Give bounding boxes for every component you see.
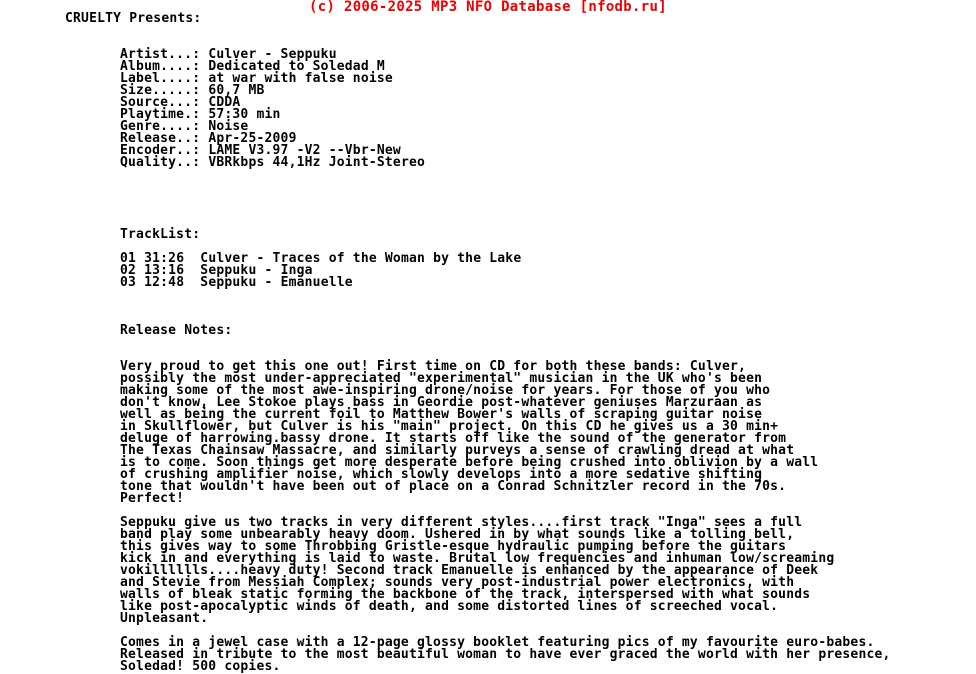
notes-line: Very proud to get this one out! First time on CD for both these bands: Culver, [120, 359, 747, 374]
track-number: 02 [120, 263, 137, 278]
notes-line: making some of the most awe-inspiring drone/noise for years. For those of you who [120, 383, 771, 398]
notes-line: tone that wouldn't have been out of place on a Conrad Schnitzler record in the 70s. [120, 479, 787, 494]
group-presents-line: CRUELTY Presents: [65, 11, 202, 26]
track-row [120, 277, 521, 289]
release-info-block [120, 49, 425, 169]
notes-line: Perfect! [120, 491, 185, 506]
notes-line: is to come. Soon things get more desperate before being crushed into oblivion by a wall [120, 455, 819, 470]
notes-line: vokilllllls....heavy duty! Second track Emanuelle is enhanced by the appearance of Deek [120, 563, 819, 578]
info-value: Noise [208, 119, 249, 134]
info-value: Culver - Seppuku [208, 47, 337, 62]
info-label: Quality..: [120, 155, 201, 170]
track-time: 13:16 [144, 263, 185, 278]
notes-line: of crushing amplifier noise, which slowly develops into a more sedative shifting [120, 467, 763, 482]
info-label: Playtime.: [120, 107, 201, 122]
track-time: 31:26 [144, 251, 185, 266]
info-value: 57:30 min [208, 107, 281, 122]
notes-line: and Stevie from Messiah Complex; sounds very post-industrial power electronics, with [120, 575, 795, 590]
notes-line: Comes in a jewel case with a 12-page glossy booklet featuring pics of my favourite euro-babes. [120, 635, 875, 650]
info-label: Release..: [120, 131, 201, 146]
notes-line: Soledad! 500 copies. [120, 659, 281, 674]
info-label: Label....: [120, 71, 201, 86]
track-title: Seppuku - Emanuelle [200, 275, 353, 290]
track-title: Seppuku - Inga [200, 263, 313, 278]
notes-line: Unpleasant. [120, 611, 209, 626]
release-notes-block [120, 301, 891, 673]
notes-line: don't know, Lee Stokoe plays bass in Geordie post-whatever geniuses Marzuraan as [120, 395, 763, 410]
info-value: Dedicated to Soledad M [208, 59, 385, 74]
info-value: at war with false noise [208, 71, 393, 86]
notes-line: The Texas Chainsaw Massacre, and similarly purveys a sense of crawling dread at what [120, 443, 795, 458]
info-label: Size.....: [120, 83, 201, 98]
notes-line: Seppuku give us two tracks in very different styles....first track "Inga" sees a full [120, 515, 803, 530]
track-time: 12:48 [144, 275, 185, 290]
notes-line: deluge of harrowing.bassy drone. It starts off like the sound of the generator from [120, 431, 787, 446]
notes-line: in Skullflower, but Culver is his "main" project. On this CD he gives us a 30 min+ [120, 419, 779, 434]
track-number: 03 [120, 275, 137, 290]
info-label: Artist...: [120, 47, 201, 62]
nfo-db-credit: (c) 2006-2025 MP3 NFO Database [nfodb.ru] [309, 0, 667, 15]
info-label: Genre....: [120, 119, 201, 134]
info-label: Encoder..: [120, 143, 201, 158]
notes-line: walls of bleak static forming the backbone of the track, interspersed with what sounds [120, 587, 811, 602]
notes-line: like post-apocalyptic winds of death, and some distorted lines of screeched vocal. [120, 599, 779, 614]
info-value: VBRkbps 44,1Hz Joint-Stereo [208, 155, 426, 170]
tracklist-title: TrackList: [120, 227, 201, 242]
info-value: Apr-25-2009 [208, 131, 297, 146]
track-title: Culver - Traces of the Woman by the Lake [200, 251, 522, 266]
notes-line: well as being the current foil to Matthew Bower's walls of scraping guitar noise [120, 407, 763, 422]
notes-line: possibly the most under-appreciated "experimental" musician in the UK who's been [120, 371, 763, 386]
info-label: Source...: [120, 95, 201, 110]
notes-line: kick in and everything is laid to waste. Brutal low frequencies and inhuman low/screaming [120, 551, 835, 566]
info-value: 60,7 MB [208, 83, 265, 98]
track-number: 01 [120, 251, 137, 266]
info-value: LAME V3.97 -V2 --Vbr-New [208, 143, 401, 158]
info-value: CDDA [208, 95, 241, 110]
notes-line: band play some unbearably heavy doom. Ushered in by what sounds like a tolling bell, [120, 527, 795, 542]
tracklist-block [120, 253, 521, 289]
notes-line: Released in tribute to the most beautiful woman to have ever graced the world with her presence, [120, 647, 891, 662]
info-label: Album....: [120, 59, 201, 74]
info-row [120, 157, 425, 169]
notes-line: this gives way to some Throbbing Gristle-esque hydraulic pumping before the guitars [120, 539, 787, 554]
release-notes-title: Release Notes: [120, 323, 233, 338]
